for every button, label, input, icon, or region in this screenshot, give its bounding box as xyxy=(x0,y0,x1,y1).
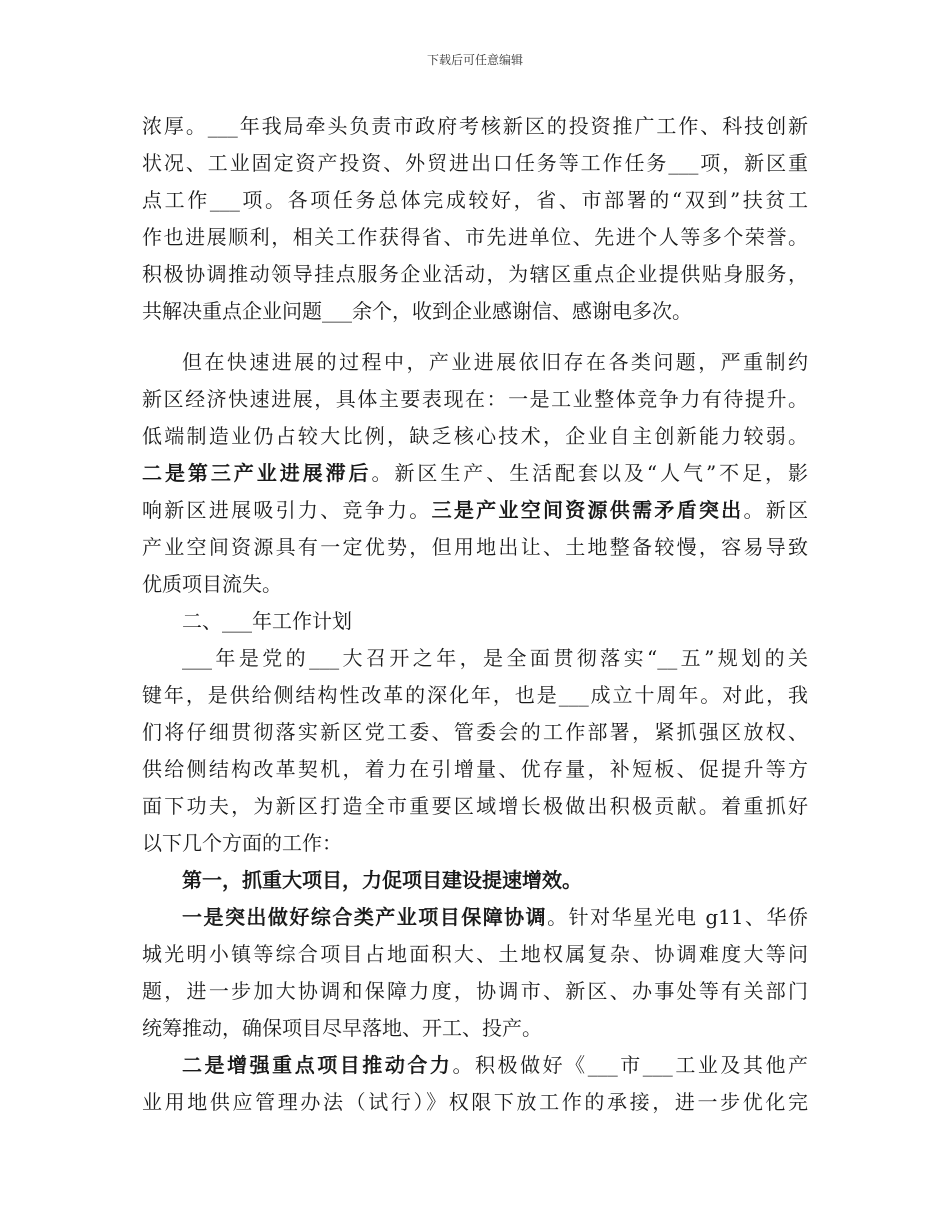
text-line xyxy=(182,643,808,673)
text-line xyxy=(142,296,692,326)
text-run: 业用地供应管理办法（试行）》权限下放工作的承接，进一步优化完 xyxy=(142,1090,808,1114)
text-run: 城光明小镇等综合项目占地面积大、土地权属复杂、协调难度大等问 xyxy=(142,942,808,966)
text-line xyxy=(142,680,808,710)
text-line xyxy=(142,148,808,178)
text-run: 以下几个方面的工作： xyxy=(142,831,342,855)
text-run: 点工作___项。各项任务总体完成较好，省、市部署的“双到”扶贫工 xyxy=(142,188,808,212)
text-line xyxy=(142,939,808,969)
text-run: 面下功夫，为新区打造全市重要区域增长极做出积极贡献。着重抓好 xyxy=(142,794,808,818)
text-run: 统筹推动，确保项目尽早落地、开工、投产。 xyxy=(142,1016,542,1040)
text-line xyxy=(142,1013,542,1043)
bold-text: 二是第三产业进展滞后 xyxy=(142,461,372,485)
text-line xyxy=(142,384,808,414)
text-run: 们将仔细贯彻落实新区党工委、管委会的工作部署，紧抓强区放权、 xyxy=(142,720,808,744)
text-run: 共解决重点企业问题___余个，收到企业感谢信、感谢电多次。 xyxy=(142,299,692,323)
text-line xyxy=(142,1087,808,1117)
text-run: 供给侧结构改革契机，着力在引增量、优存量，补短板、促提升等方 xyxy=(142,757,808,781)
text-run: 但在快速进展的过程中，产业进展依旧存在各类问题，严重制约 xyxy=(182,350,808,374)
text-line xyxy=(142,569,282,599)
text-line xyxy=(182,347,808,377)
text-line xyxy=(142,222,808,252)
text-run: 新区经济快速进展，具体主要表现在：一是工业整体竞争力有待提升。 xyxy=(142,387,808,411)
text-run: 产业空间资源具有一定优势，但用地出让、土地整备较慢，容易导致 xyxy=(142,535,808,559)
text-run: 。积极做好《___市___工业及其他产 xyxy=(452,1053,809,1077)
text-line xyxy=(182,1050,808,1080)
text-line xyxy=(142,828,342,858)
bold-text: 一是突出做好综合类产业项目保障协调 xyxy=(182,905,548,929)
text-run: 。针对华星光电 g11、华侨 xyxy=(547,905,809,929)
text-line xyxy=(142,259,808,289)
text-line xyxy=(142,791,808,821)
bold-text: 三是产业空间资源供需矛盾突出 xyxy=(431,498,744,522)
text-run: 。新区生产、生活配套以及“人气”不足，影 xyxy=(371,461,808,485)
page-header: 下载后可任意编辑 xyxy=(426,53,523,67)
text-line xyxy=(142,458,808,488)
text-line xyxy=(142,495,808,525)
text-run: 浓厚。___年我局牵头负责市政府考核新区的投资推广工作、科技创新 xyxy=(142,114,808,138)
text-line xyxy=(142,717,808,747)
text-run: ___年是党的___大召开之年，是全面贯彻落实“__五”规划的关 xyxy=(182,646,808,670)
text-line xyxy=(182,606,352,636)
text-line xyxy=(142,421,808,451)
text-run: 优质项目流失。 xyxy=(142,572,282,596)
text-line xyxy=(182,865,582,895)
text-run: 低端制造业仍占较大比例，缺乏核心技术，企业自主创新能力较弱。 xyxy=(142,424,808,448)
text-line xyxy=(182,902,808,932)
text-run: 响新区进展吸引力、竞争力。 xyxy=(142,498,432,522)
text-run: 。新区 xyxy=(743,498,809,522)
text-line xyxy=(142,185,808,215)
text-run: 键年，是供给侧结构性改革的深化年，也是___成立十周年。对此，我 xyxy=(142,683,808,707)
text-run: 状况、工业固定资产投资、外贸进出口任务等工作任务___项，新区重 xyxy=(142,151,808,175)
text-run: 二、___年工作计划 xyxy=(182,609,352,633)
text-run: 作也进展顺利，相关工作获得省、市先进单位、先进个人等多个荣誉。 xyxy=(142,225,808,249)
text-line xyxy=(142,754,808,784)
text-run: 题，进一步加大协调和保障力度，协调市、新区、办事处等有关部门 xyxy=(142,979,808,1003)
text-line xyxy=(142,111,808,141)
text-line xyxy=(142,532,808,562)
bold-text: 第一，抓重大项目，力促项目建设提速增效。 xyxy=(182,868,582,892)
text-line xyxy=(142,976,808,1006)
bold-text: 二是增强重点项目推动合力 xyxy=(182,1053,453,1077)
text-run: 积极协调推动领导挂点服务企业活动，为辖区重点企业提供贴身服务， xyxy=(142,262,808,286)
